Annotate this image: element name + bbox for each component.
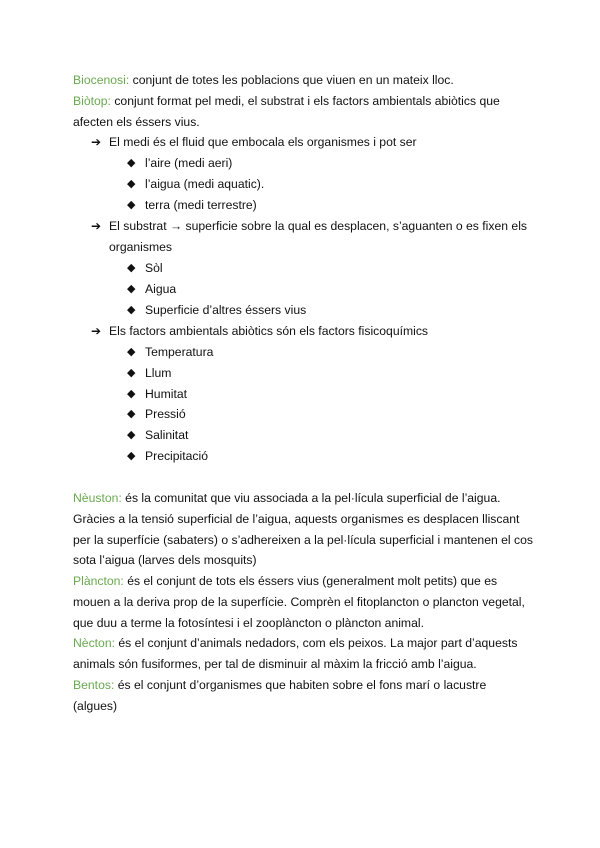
factors-subitem [127,384,527,405]
factors-text: Els factors ambientals abiòtics són els factors fisicoquímics [109,324,429,338]
diamond-bullet-icon: ◆ [127,367,136,379]
biotop-term: Biòtop: [73,94,111,108]
factors-subitem [127,342,527,363]
biocenosi-definition: conjunt de totes les poblacions que viuen en un mateix lloc. [129,73,454,87]
biocenosi-term: Biocenosi: [73,73,130,87]
substrat-subitem-text: Superficie d’altres éssers vius [145,303,307,317]
bentos-paragraph [73,675,533,717]
factors-subitem [127,404,527,425]
bentos-term: Bentos: [73,678,115,692]
medi-subitem [127,174,527,195]
diamond-bullet-icon: ◆ [127,450,136,462]
diamond-bullet-icon: ◆ [127,304,136,316]
medi-text: El medi és el fluid que embocala els organismes i pot ser [109,135,417,149]
plancton-definition: és el conjunt de tots els éssers vius (generalment molt petits) que es mouen a la deriva prop de la superfície. Comprèn el fitoplancton o plancton vegetal, que duu a terme la fotosíntesi i el zooplàncton o plàncton animal. [73,574,525,630]
arrow-bullet-icon: ➔ [91,324,102,338]
substrat-item [91,216,531,258]
diamond-bullet-icon: ◆ [127,388,136,400]
diamond-bullet-icon: ◆ [127,178,136,190]
factors-subitem-text: Temperatura [145,345,214,359]
medi-subitem [127,195,527,216]
diamond-bullet-icon: ◆ [127,408,136,420]
substrat-text: El substrat → superficie sobre la qual es desplacen, s’aguanten o es fixen els organismes [109,219,527,254]
neuston-paragraph [73,488,533,571]
neuston-definition: és la comunitat que viu associada a la pel·lícula superficial de l’aigua. Gràcies a la tensió superficial de l’aigua, aquests organismes es desplacen lliscant per la superfície (sabaters) o s’adhereixen a la pel·lícula superficial i mantenen el cos sota l’aigua (larves dels mosquits) [73,491,533,568]
factors-subitem-text: Humitat [145,387,187,401]
neuston-term: Nèuston: [73,491,122,505]
arrow-bullet-icon: ➔ [91,135,102,149]
substrat-subitem-text: Sòl [145,261,163,275]
medi-subitem-text: l’aire (medi aeri) [145,156,233,170]
necton-term: Nècton: [73,636,116,650]
plancton-paragraph [73,571,533,633]
factors-subitem [127,446,527,467]
biocenosi-paragraph [73,70,533,91]
medi-subitem-text: l’aigua (medi aquatic). [145,177,265,191]
medi-item [91,132,531,153]
medi-subitem [127,153,527,174]
plancton-term: Plàncton: [73,574,124,588]
necton-paragraph [73,633,533,675]
diamond-bullet-icon: ◆ [127,283,136,295]
factors-subitem-text: Precipitació [145,449,208,463]
substrat-subitem [127,279,527,300]
substrat-subitem-text: Aigua [145,282,177,296]
arrow-bullet-icon: ➔ [91,219,102,233]
diamond-bullet-icon: ◆ [127,429,136,441]
factors-item [91,321,531,342]
diamond-bullet-icon: ◆ [127,157,136,169]
factors-subitem-text: Pressió [145,407,186,421]
substrat-subitem [127,258,527,279]
biotop-paragraph [73,91,533,133]
diamond-bullet-icon: ◆ [127,262,136,274]
diamond-bullet-icon: ◆ [127,346,136,358]
factors-subitem-text: Llum [145,366,172,380]
bentos-definition: és el conjunt d’organismes que habiten sobre el fons marí o lacustre (algues) [73,678,487,713]
substrat-subitem [127,300,527,321]
factors-subitem-text: Salinitat [145,428,189,442]
biotop-definition: conjunt format pel medi, el substrat i els factors ambientals abiòtics que afecten els éssers vius. [73,94,500,129]
factors-subitem [127,363,527,384]
diamond-bullet-icon: ◆ [127,199,136,211]
medi-subitem-text: terra (medi terrestre) [145,198,257,212]
necton-definition: és el conjunt d’animals nedadors, com els peixos. La major part d’aquests animals són fusiformes, per tal de disminuir al màxim la fricció amb l’aigua. [73,636,518,671]
factors-subitem [127,425,527,446]
